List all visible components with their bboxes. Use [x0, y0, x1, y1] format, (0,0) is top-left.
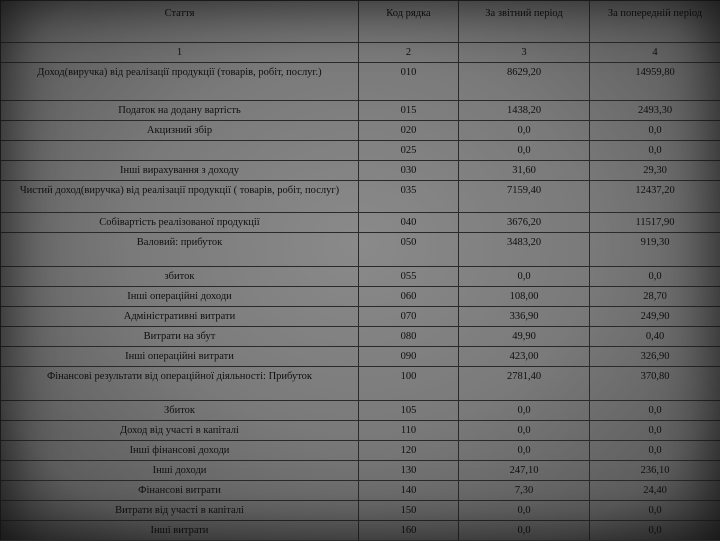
- table-row: [1, 101, 720, 121]
- table-row: [1, 421, 720, 441]
- row-current-value: 0,0: [459, 521, 590, 541]
- row-article: Акцизний збір: [1, 121, 359, 141]
- column-index-2: 2: [359, 43, 459, 63]
- row-current-value: 0,0: [459, 121, 590, 141]
- row-article: Чистий доход(виручка) від реалізації продукції ( товарів, робіт, послуг): [1, 181, 359, 213]
- row-code: 015: [359, 101, 459, 121]
- row-previous-value: 919,30: [590, 233, 720, 267]
- row-current-value: 0,0: [459, 501, 590, 521]
- row-code: 140: [359, 481, 459, 501]
- row-current-value: 7,30: [459, 481, 590, 501]
- table-row: [1, 401, 720, 421]
- table-row: [1, 121, 720, 141]
- row-article: Доход від участі в капіталі: [1, 421, 359, 441]
- row-current-value: 31,60: [459, 161, 590, 181]
- header-current-period: За звітний період: [459, 1, 590, 43]
- header-row-code: Код рядка: [359, 1, 459, 43]
- row-code: 060: [359, 287, 459, 307]
- row-code: 100: [359, 367, 459, 401]
- row-previous-value: 28,70: [590, 287, 720, 307]
- row-current-value: 0,0: [459, 267, 590, 287]
- row-code: 035: [359, 181, 459, 213]
- column-index-row: [1, 43, 720, 63]
- row-code: 120: [359, 441, 459, 461]
- row-previous-value: 236,10: [590, 461, 720, 481]
- row-code: 110: [359, 421, 459, 441]
- header-previous-period: За попередній період: [590, 1, 720, 43]
- header-article: Стаття: [1, 1, 359, 43]
- row-current-value: 7159,40: [459, 181, 590, 213]
- row-article: Валовий: прибуток: [1, 233, 359, 267]
- row-current-value: 1438,20: [459, 101, 590, 121]
- row-article: [1, 141, 359, 161]
- table-row: [1, 161, 720, 181]
- table-row: [1, 213, 720, 233]
- table-row: [1, 233, 720, 267]
- table-row: [1, 367, 720, 401]
- row-previous-value: 0,0: [590, 401, 720, 421]
- row-previous-value: 0,0: [590, 421, 720, 441]
- row-current-value: 336,90: [459, 307, 590, 327]
- table-row: [1, 287, 720, 307]
- row-previous-value: 11517,90: [590, 213, 720, 233]
- row-code: 025: [359, 141, 459, 161]
- row-current-value: 247,10: [459, 461, 590, 481]
- table-row: [1, 181, 720, 213]
- row-article: Доход(виручка) від реалізації продукції (товарів, робіт, послуг.): [1, 63, 359, 101]
- row-previous-value: 0,0: [590, 121, 720, 141]
- table-row: [1, 307, 720, 327]
- row-current-value: 3676,20: [459, 213, 590, 233]
- row-code: 010: [359, 63, 459, 101]
- row-current-value: 0,0: [459, 141, 590, 161]
- row-article: Збиток: [1, 401, 359, 421]
- row-article: Витрати на збут: [1, 327, 359, 347]
- table-row: [1, 267, 720, 287]
- row-previous-value: 29,30: [590, 161, 720, 181]
- row-previous-value: 24,40: [590, 481, 720, 501]
- row-code: 160: [359, 521, 459, 541]
- row-previous-value: 0,0: [590, 521, 720, 541]
- row-code: 050: [359, 233, 459, 267]
- row-code: 040: [359, 213, 459, 233]
- row-article: Витрати від участі в капіталі: [1, 501, 359, 521]
- row-current-value: 49,90: [459, 327, 590, 347]
- row-current-value: 423,00: [459, 347, 590, 367]
- row-code: 080: [359, 327, 459, 347]
- row-previous-value: 0,0: [590, 267, 720, 287]
- table-row: [1, 63, 720, 101]
- column-index-1: 1: [1, 43, 359, 63]
- column-index-4: 4: [590, 43, 720, 63]
- row-previous-value: 0,0: [590, 441, 720, 461]
- row-current-value: 0,0: [459, 401, 590, 421]
- row-article: Адміністративні витрати: [1, 307, 359, 327]
- table-row: [1, 521, 720, 541]
- row-code: 105: [359, 401, 459, 421]
- table-row: [1, 347, 720, 367]
- row-article: Фінансові результати від операційної діяльності: Прибуток: [1, 367, 359, 401]
- row-code: 150: [359, 501, 459, 521]
- row-article: Інші вирахування з доходу: [1, 161, 359, 181]
- row-previous-value: 0,0: [590, 141, 720, 161]
- row-code: 070: [359, 307, 459, 327]
- row-previous-value: 0,40: [590, 327, 720, 347]
- row-code: 130: [359, 461, 459, 481]
- row-previous-value: 370,80: [590, 367, 720, 401]
- row-article: Інші витрати: [1, 521, 359, 541]
- row-previous-value: 14959,80: [590, 63, 720, 101]
- row-current-value: 108,00: [459, 287, 590, 307]
- table-row: [1, 141, 720, 161]
- table-row: [1, 501, 720, 521]
- row-previous-value: 326,90: [590, 347, 720, 367]
- row-current-value: 0,0: [459, 421, 590, 441]
- row-article: Інші операційні витрати: [1, 347, 359, 367]
- table-header-row: [1, 1, 720, 43]
- row-article: Податок на додану вартість: [1, 101, 359, 121]
- row-previous-value: 2493,30: [590, 101, 720, 121]
- row-code: 030: [359, 161, 459, 181]
- row-code: 090: [359, 347, 459, 367]
- row-article: Інші фінансові доходи: [1, 441, 359, 461]
- row-article: Собівартість реалізованої продукції: [1, 213, 359, 233]
- row-article: Інші доходи: [1, 461, 359, 481]
- row-article: Фінансові витрати: [1, 481, 359, 501]
- row-current-value: 3483,20: [459, 233, 590, 267]
- row-current-value: 2781,40: [459, 367, 590, 401]
- table-row: [1, 441, 720, 461]
- row-previous-value: 0,0: [590, 501, 720, 521]
- column-index-3: 3: [459, 43, 590, 63]
- table-row: [1, 461, 720, 481]
- row-previous-value: 249,90: [590, 307, 720, 327]
- row-article: збиток: [1, 267, 359, 287]
- row-current-value: 8629,20: [459, 63, 590, 101]
- row-previous-value: 12437,20: [590, 181, 720, 213]
- table-row: [1, 327, 720, 347]
- row-article: Інші операційні доходи: [1, 287, 359, 307]
- table-row: [1, 481, 720, 501]
- row-current-value: 0,0: [459, 441, 590, 461]
- row-code: 055: [359, 267, 459, 287]
- row-code: 020: [359, 121, 459, 141]
